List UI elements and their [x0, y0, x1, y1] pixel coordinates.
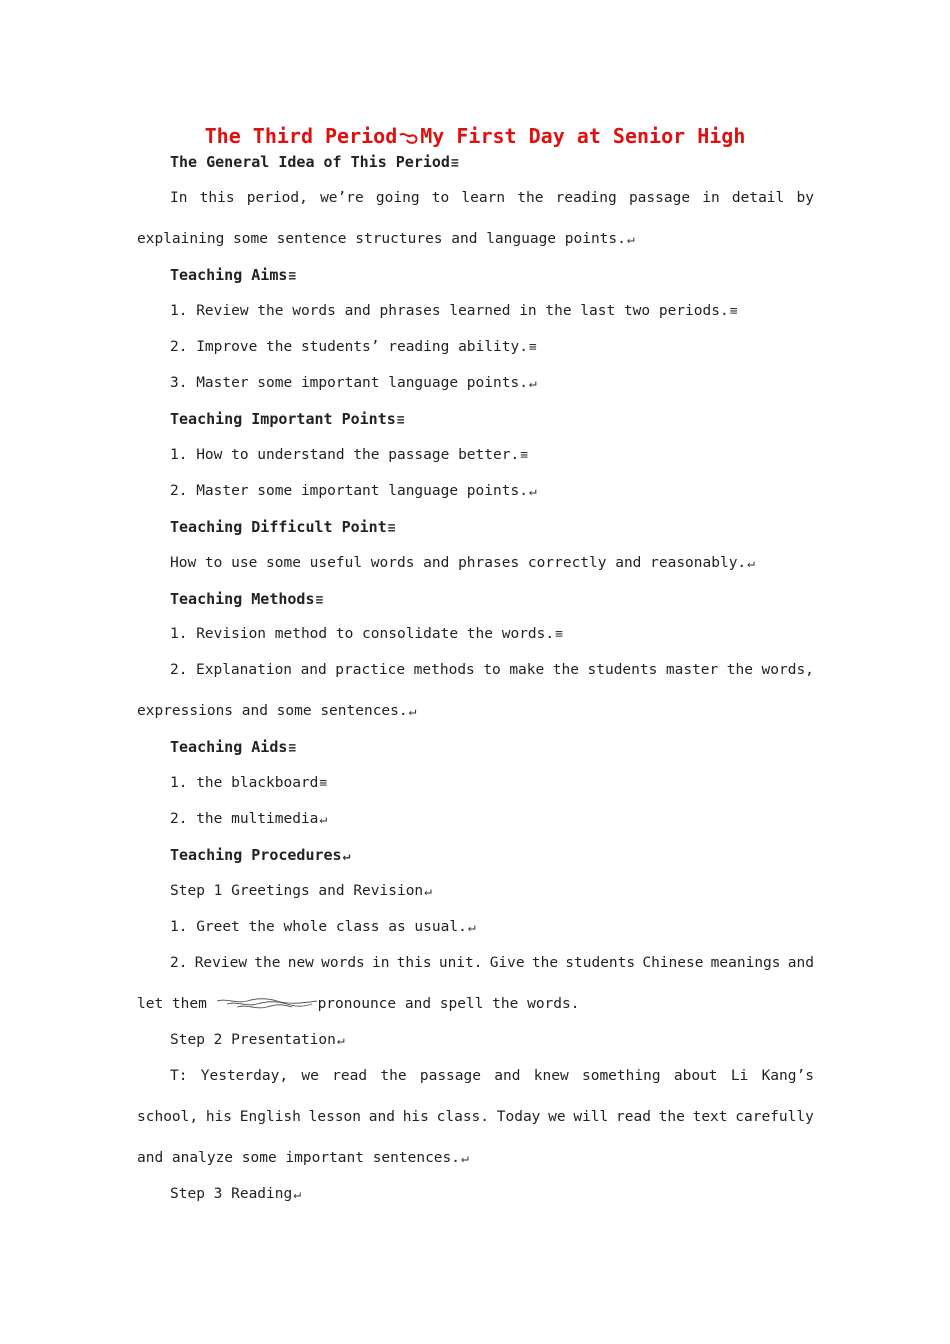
important-item-1: 1. How to understand the passage better.≡: [170, 445, 528, 466]
word: T:: [170, 1068, 188, 1084]
word: In: [170, 190, 188, 206]
heading-important-points: Teaching Important Points≡: [170, 409, 405, 431]
word: will: [573, 1109, 609, 1125]
word: in: [372, 955, 390, 971]
heading-teaching-procedures: Teaching Procedures↵: [170, 845, 350, 867]
word: knew: [533, 1068, 569, 1084]
word: Kang’s: [761, 1068, 814, 1084]
heading-mark-icon: ≡: [450, 156, 459, 171]
heading-mark-icon: ≡: [315, 593, 324, 608]
word: Explanation: [196, 662, 293, 678]
paragraph-mark-icon: ↵: [467, 920, 476, 935]
title-part-topic: My First Day at Senior High: [420, 124, 746, 148]
paragraph-mark-icon: ↵: [424, 884, 432, 899]
word: learn: [461, 190, 506, 206]
word: his: [205, 1109, 233, 1125]
step-3-heading: Step 3 Reading↵: [170, 1184, 301, 1205]
heading-mark-icon: ≡: [520, 448, 529, 463]
paragraph-mark-icon: ↵: [528, 484, 537, 499]
word: the: [517, 190, 544, 206]
word: Chinese: [642, 955, 704, 971]
word: by: [796, 190, 814, 206]
paragraph-mark-icon: ↵: [293, 1187, 302, 1202]
word: make: [509, 662, 545, 678]
heading-mark-icon: ≡: [288, 269, 297, 284]
step-1-item-1: 1. Greet the whole class as usual.↵: [170, 917, 476, 938]
word: and: [787, 955, 814, 971]
difficult-text: How to use some useful words and phrases correctly and reasonably.↵: [170, 553, 755, 574]
step-1-item-2-line-2: let them pronounce and spell the words.: [137, 996, 580, 1012]
word: about: [673, 1068, 718, 1084]
step-2-heading: Step 2 Presentation↵: [170, 1030, 345, 1051]
word: methods: [413, 662, 475, 678]
heading-difficult-point: Teaching Difficult Point≡: [170, 517, 396, 539]
word: we: [301, 1068, 319, 1084]
step-1-heading: Step 1 Greetings and Revision↵: [170, 881, 432, 902]
paragraph-mark-icon: ↵: [336, 1033, 345, 1048]
word: students: [587, 662, 658, 678]
word: to: [483, 662, 501, 678]
word: practice: [335, 662, 406, 678]
paragraph-mark-icon: ↵: [319, 812, 328, 827]
word: unit.: [438, 955, 483, 971]
heading-teaching-methods: Teaching Methods≡: [170, 589, 323, 611]
word: reading: [555, 190, 617, 206]
method-item-2-line-2: expressions and some sentences.↵: [137, 701, 416, 722]
word: meanings: [710, 955, 781, 971]
word: period,: [246, 190, 308, 206]
title-part-period: The Third Period: [204, 124, 398, 148]
word: words: [321, 955, 365, 971]
word: in: [702, 190, 720, 206]
word: the: [531, 955, 559, 971]
important-item-2: 2. Master some important language points.↵: [170, 481, 537, 502]
word: the: [658, 1109, 685, 1125]
paragraph-mark-icon: ↵: [461, 1151, 469, 1166]
word: Review: [194, 955, 248, 971]
word: going: [375, 190, 420, 206]
heading-mark-icon: ≡: [555, 627, 563, 642]
word: 2.: [170, 662, 188, 678]
paragraph-mark-icon: ↵: [342, 849, 351, 864]
word: class.: [436, 1109, 490, 1125]
word: master: [665, 662, 719, 678]
word: read: [616, 1109, 651, 1125]
word: the: [380, 1068, 407, 1084]
heading-mark-icon: ≡: [288, 741, 297, 756]
word: detail: [731, 190, 785, 206]
aim-item-3: 3. Master some important language points.↵: [170, 373, 537, 394]
wavy-underline-icon: [217, 998, 317, 1010]
step-2-line-2: [137, 1107, 814, 1127]
word: students: [565, 955, 636, 971]
heading-mark-icon: ≡: [396, 413, 405, 428]
aid-item-1: 1. the blackboard≡: [170, 773, 327, 794]
aid-item-2: 2. the multimedia↵: [170, 809, 327, 830]
word: carefully: [735, 1109, 814, 1125]
word: his: [402, 1109, 429, 1125]
aim-item-1: 1. Review the words and phrases learned in the last two periods.≡: [170, 301, 738, 322]
word: Give: [489, 955, 525, 971]
paragraph-mark-icon: ↵: [626, 232, 635, 247]
word: Li: [730, 1068, 749, 1084]
page-title: [0, 124, 950, 148]
step-1-item-2-line-1: [170, 953, 814, 973]
paragraph-mark-icon: ↵: [747, 556, 755, 571]
word: Today: [496, 1109, 541, 1125]
paragraph-mark-icon: ↵: [528, 376, 537, 391]
word: this: [396, 955, 432, 971]
word: passage: [419, 1068, 481, 1084]
heading-mark-icon: ≡: [729, 304, 738, 319]
paragraph-mark-icon: [398, 131, 420, 145]
word: to: [431, 190, 450, 206]
word: 2.: [170, 955, 188, 971]
word: and: [300, 662, 327, 678]
word: something: [581, 1068, 661, 1084]
heading-mark-icon: ≡: [387, 521, 396, 536]
word: passage: [628, 190, 691, 206]
word: and: [368, 1109, 395, 1125]
word: we’re: [320, 190, 364, 206]
word: new: [287, 955, 314, 971]
word: Yesterday,: [200, 1068, 289, 1084]
word: this: [199, 190, 235, 206]
word: and: [494, 1068, 521, 1084]
word: read: [332, 1068, 368, 1084]
step-2-line-3: and analyze some important sentences.↵: [137, 1148, 469, 1169]
word: the: [254, 955, 281, 971]
step-2-line-1: [170, 1066, 814, 1086]
word: words,: [761, 662, 814, 678]
heading-general-idea: The General Idea of This Period≡: [170, 152, 459, 174]
heading-teaching-aims: Teaching Aims≡: [170, 265, 296, 287]
heading-mark-icon: ≡: [528, 340, 537, 355]
heading-teaching-aids: Teaching Aids≡: [170, 737, 296, 759]
general-idea-line-1: [170, 188, 814, 208]
word: lesson: [308, 1109, 362, 1125]
aim-item-2: 2. Improve the students’ reading ability.≡: [170, 337, 537, 358]
method-item-1: 1. Revision method to consolidate the words.≡: [170, 624, 563, 645]
method-item-2-line-1: [170, 660, 814, 680]
word: the: [552, 662, 579, 678]
heading-mark-icon: ≡: [319, 776, 328, 791]
word: school,: [137, 1109, 199, 1125]
paragraph-mark-icon: ↵: [408, 704, 417, 719]
word: the: [726, 662, 753, 678]
general-idea-line-2: explaining some sentence structures and language points.↵: [137, 229, 635, 250]
word: English: [239, 1109, 301, 1125]
word: text: [692, 1109, 728, 1125]
word: we: [548, 1109, 566, 1125]
